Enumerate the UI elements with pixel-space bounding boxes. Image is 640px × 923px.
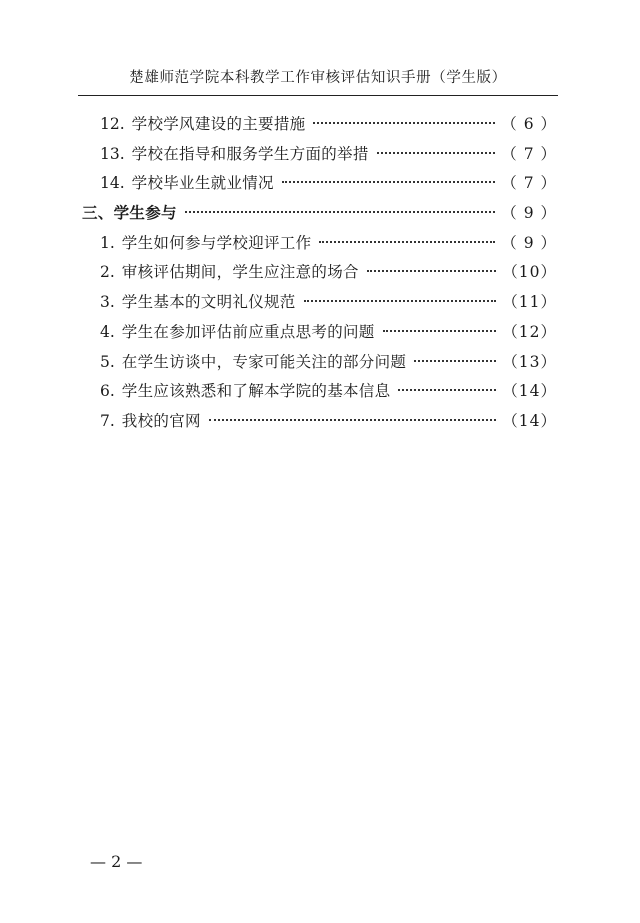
toc-entry-5[interactable] bbox=[82, 350, 557, 380]
toc-entry-page: （12） bbox=[502, 322, 557, 341]
toc-entry-title: 学生基本的文明礼仪规范 bbox=[121, 293, 296, 312]
toc-entry-2[interactable] bbox=[82, 260, 557, 290]
toc-leader-dots bbox=[282, 181, 495, 183]
toc-entry-number: 3. bbox=[100, 293, 115, 312]
toc-entry-4[interactable] bbox=[82, 320, 557, 350]
toc-entry-page: （ 7 ） bbox=[501, 144, 557, 163]
toc-entry-page: （13） bbox=[502, 352, 557, 371]
toc-entry-page: （ 7 ） bbox=[501, 174, 557, 193]
toc-entry-page: （ 6 ） bbox=[501, 115, 557, 133]
toc-entry-number: 6. bbox=[100, 382, 115, 401]
toc-entry-6[interactable] bbox=[82, 379, 557, 409]
toc-entry-page: （11） bbox=[502, 293, 557, 312]
toc-entry-number: 2. bbox=[100, 263, 115, 282]
toc-entry-title: 学生如何参与学校迎评工作 bbox=[121, 233, 312, 252]
toc-entry-number: 13. bbox=[100, 144, 125, 163]
toc-section-title: 三、学生参与 bbox=[82, 204, 177, 223]
toc-entry-title: 在学生访谈中，专家可能关注的部分问题 bbox=[121, 352, 407, 371]
toc-entry-number: 7. bbox=[100, 411, 115, 430]
toc-leader-dots bbox=[319, 241, 495, 243]
toc-entry-13[interactable] bbox=[82, 142, 557, 172]
toc-entry-title: 学校在指导和服务学生方面的举措 bbox=[131, 144, 369, 163]
toc-entry-title: 学校学风建设的主要措施 bbox=[131, 115, 306, 133]
running-header: 楚雄师范学院本科教学工作审核评估知识手册（学生版） bbox=[129, 70, 507, 86]
toc-leader-dots bbox=[209, 419, 496, 421]
header-divider bbox=[78, 95, 558, 96]
toc-entry-page: （ 9 ） bbox=[501, 204, 557, 223]
table-of-contents bbox=[82, 112, 557, 439]
toc-entry-page: （14） bbox=[502, 382, 557, 401]
page-number: — 2 — bbox=[90, 852, 143, 871]
toc-entry-title: 我校的官网 bbox=[121, 411, 201, 430]
toc-entry-number: 5. bbox=[100, 352, 115, 371]
toc-leader-dots bbox=[414, 360, 496, 362]
toc-entry-title: 学生应该熟悉和了解本学院的基本信息 bbox=[121, 382, 391, 401]
toc-leader-dots bbox=[367, 270, 496, 272]
toc-section-student-participation[interactable] bbox=[82, 201, 557, 231]
toc-entry-1[interactable] bbox=[82, 231, 557, 261]
toc-entry-page: （14） bbox=[502, 411, 557, 430]
toc-leader-dots bbox=[313, 122, 495, 124]
toc-entry-title: 学生在参加评估前应重点思考的问题 bbox=[121, 322, 375, 341]
toc-leader-dots bbox=[383, 330, 497, 332]
toc-entry-page: （ 9 ） bbox=[501, 233, 557, 252]
toc-entry-number: 12. bbox=[100, 115, 125, 133]
toc-entry-3[interactable] bbox=[82, 290, 557, 320]
toc-entry-page: （10） bbox=[502, 263, 557, 282]
toc-leader-dots bbox=[304, 300, 497, 302]
toc-entry-7[interactable] bbox=[82, 409, 557, 439]
toc-entry-title: 学校毕业生就业情况 bbox=[131, 174, 274, 193]
toc-entry-number: 4. bbox=[100, 322, 115, 341]
toc-entry-14[interactable] bbox=[82, 171, 557, 201]
toc-leader-dots bbox=[377, 152, 496, 154]
toc-entry-number: 14. bbox=[100, 174, 125, 193]
toc-leader-dots bbox=[398, 389, 496, 391]
toc-entry-12[interactable] bbox=[82, 112, 557, 142]
toc-entry-title: 审核评估期间，学生应注意的场合 bbox=[121, 263, 359, 282]
toc-entry-number: 1. bbox=[100, 233, 115, 252]
toc-leader-dots bbox=[185, 211, 495, 213]
